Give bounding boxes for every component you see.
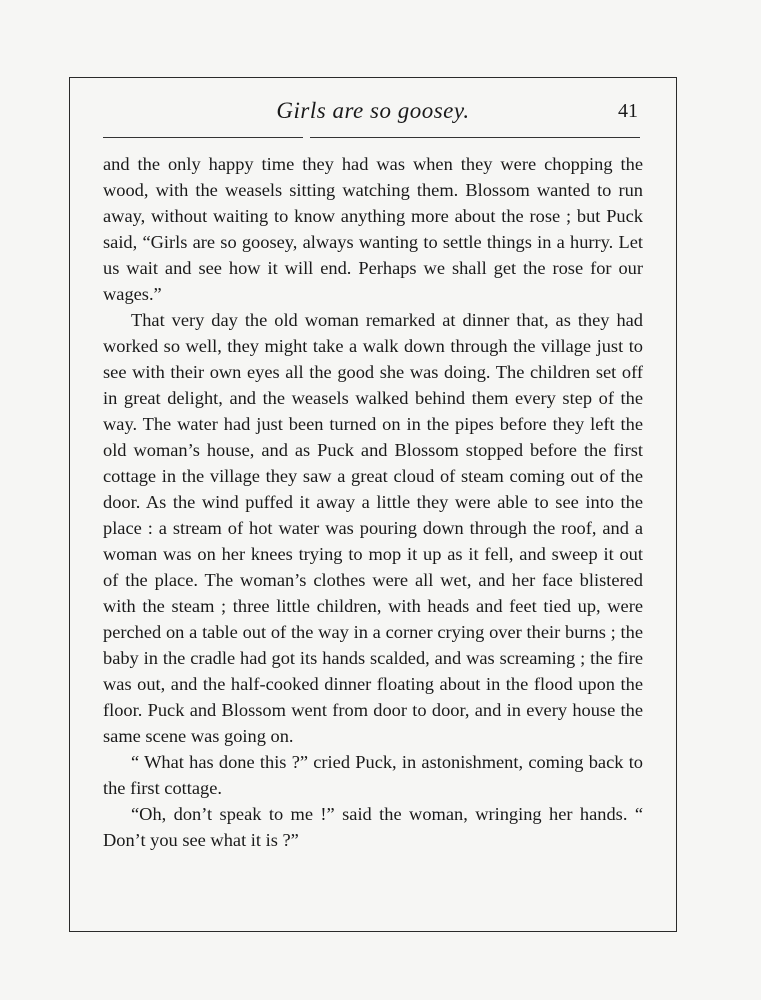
running-title: Girls are so goosey. [276, 98, 470, 123]
page-frame [69, 77, 677, 932]
page-number: 41 [618, 100, 638, 122]
header-rule-right [310, 137, 640, 138]
body-text [103, 151, 643, 853]
paragraph: and the only happy time they had was when they were chopping the wood, with the weasels sitting watching them. Blossom wanted to run away, without waiting to know anything more about the rose ; but Puck said, “Girls are so goosey, always wanting to settle things in a hurry. Let us wait and see how it will end. Perhaps we shall get the rose for our wages.” [103, 154, 643, 304]
header-rule-left [103, 137, 303, 138]
paragraph: That very day the old woman remarked at dinner that, as they had worked so well, they might take a walk down through the village just to see with their own eyes all the good she was doing. The children set off in great delight, and the weasels walked behind them every step of the way. The water had just been turned on in the pipes before they left the old woman’s house, and as Puck and Blossom stopped before the first cottage in the village they saw a great cloud of steam coming out of the door. As the wind puffed it away a little they were able to see into the place : a stream of hot water was pouring down through the roof, and a woman was on her knees trying to mop it up as it fell, and sweep it out of the place. The woman’s clothes were all wet, and her face blistered with the steam ; three little children, with heads and feet tied up, were perched on a table out of the way in a corner crying over their burns ; the baby in the cradle had got its hands scalded, and was screaming ; the fire was out, and the half-cooked dinner floating about in the flood upon the floor. Puck and Blossom went from door to door, and in every house the same scene was going on. [103, 310, 643, 746]
paragraph: “Oh, don’t speak to me !” said the woman, wringing her hands. “ Don’t you see what it is ?” [103, 804, 643, 850]
paragraph: “ What has done this ?” cried Puck, in astonishment, coming back to the first cottage. [103, 752, 643, 798]
running-head [70, 98, 676, 128]
